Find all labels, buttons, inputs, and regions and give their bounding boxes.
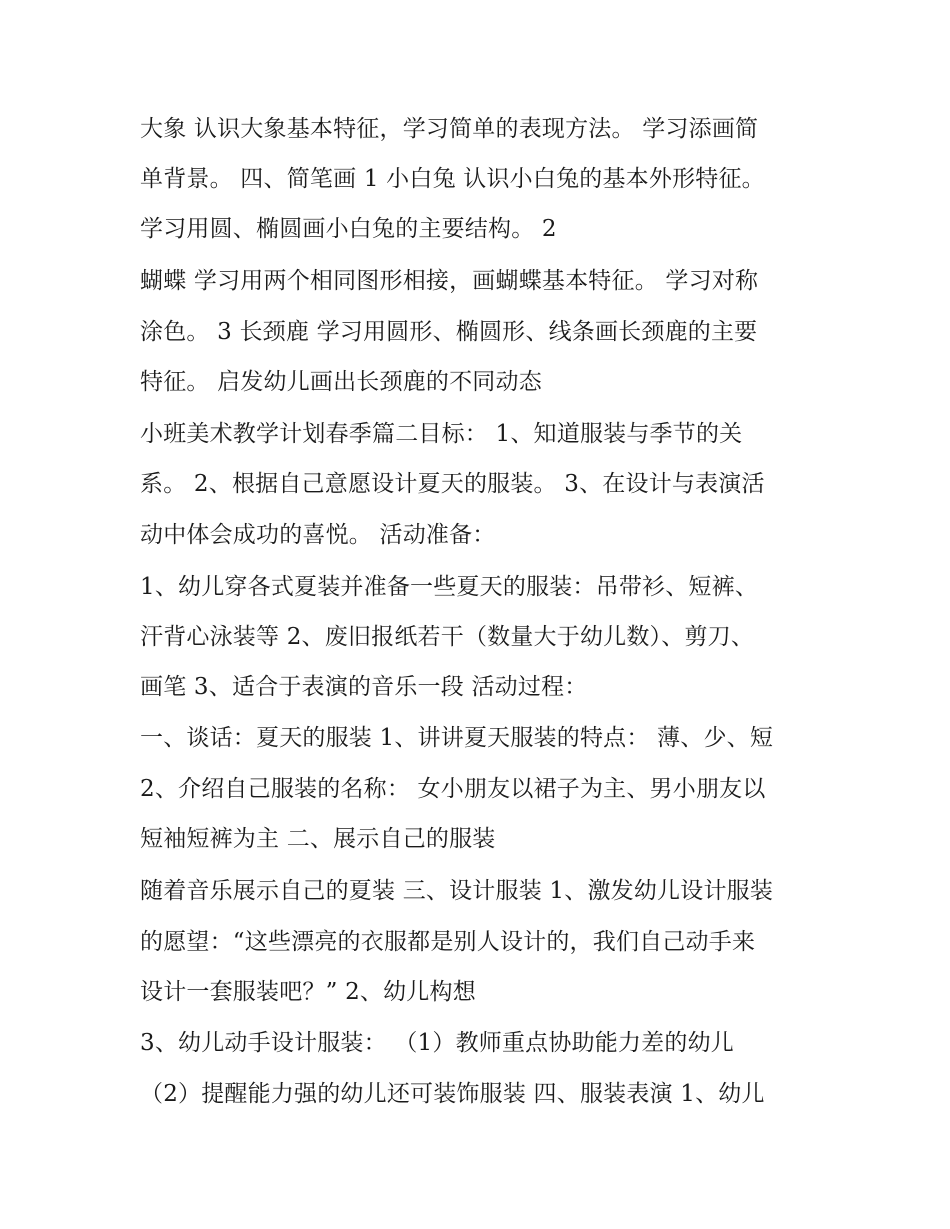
text-line: 单背景。 四、简笔画 1 小白兔 认识小白兔的基本外形特征。 [140,166,765,192]
text-line: （2）提醒能力强的幼儿还可装饰服装 四、服装表演 1、幼儿 [140,1081,765,1107]
text-line: 大象 认识大象基本特征，学习简单的表现方法。 学习添画简 [140,116,759,142]
text-line: 短袖短裤为主 二、展示自己的服装 [140,826,496,852]
text-line: 涂色。 3 长颈鹿 学习用圆形、椭圆形、线条画长颈鹿的主要 [140,319,758,345]
text-line: 3、幼儿动手设计服装： （1）教师重点协助能力差的幼儿 [140,1030,734,1056]
text-line: 蝴蝶 学习用两个相同图形相接，画蝴蝶基本特征。 学习对称 [140,268,759,294]
text-line: 1、幼儿穿各式夏装并准备一些夏天的服装：吊带衫、短裤、 [140,574,759,600]
text-line: 动中体会成功的喜悦。 活动准备： [140,522,496,548]
text-line: 的愿望：“这些漂亮的衣服都是别人设计的，我们自己动手来 [140,929,756,955]
text-line: 画笔 3、适合于表演的音乐一段 活动过程： [140,674,588,700]
text-line: 随着音乐展示自己的夏装 三、设计服装 1、激发幼儿设计服装 [140,878,774,904]
text-line: 小班美术教学计划春季篇二目标： 1、知道服装与季节的关 [140,421,743,447]
text-line: 特征。 启发幼儿画出长颈鹿的不同动态 [140,369,542,395]
text-line: 设计一套服装吧？” 2、幼儿构想 [140,979,476,1005]
text-line: 汗背心泳装等 2、废旧报纸若干（数量大于幼儿数）、剪刀、 [140,624,755,650]
text-line: 学习用圆、椭圆画小白兔的主要结构。 2 [140,216,557,242]
text-line: 系。 2、根据自己意愿设计夏天的服装。 3、在设计与表演活 [140,471,765,497]
text-line: 2、介绍自己服装的名称： 女小朋友以裙子为主、男小朋友以 [140,776,766,802]
text-line: 一、谈话：夏天的服装 1、讲讲夏天服装的特点： 薄、少、短 [140,725,774,751]
